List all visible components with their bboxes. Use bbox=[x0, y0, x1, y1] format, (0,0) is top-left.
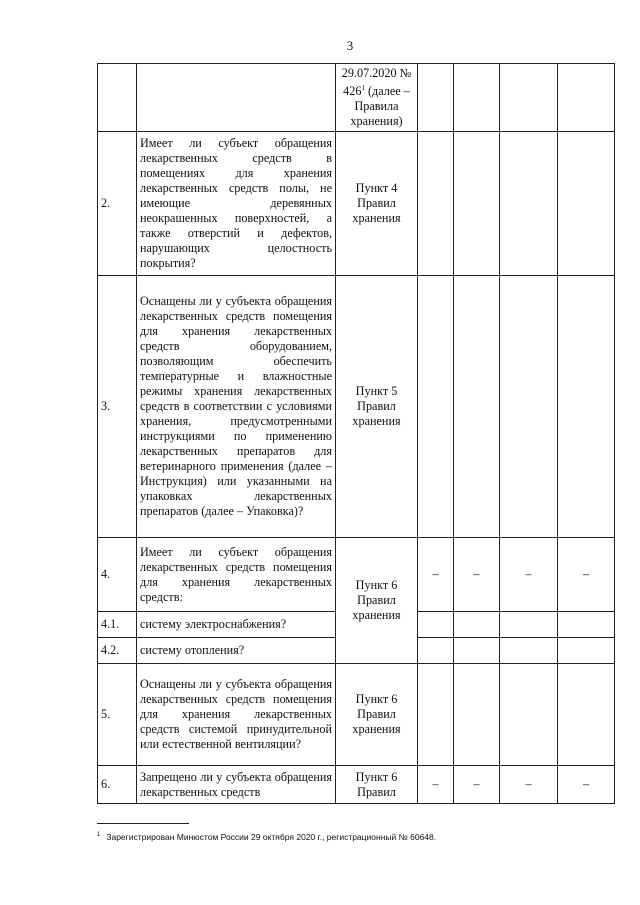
table-row bbox=[98, 538, 615, 612]
question-cell: Запрещено ли у субъекта обращения лекарственных средств bbox=[137, 766, 336, 804]
row-number-cell: 4. bbox=[98, 538, 137, 612]
answer-cell bbox=[454, 132, 500, 276]
table-row bbox=[98, 132, 615, 276]
answer-cell bbox=[454, 664, 500, 766]
answer-cell bbox=[558, 132, 615, 276]
footnote-marker: 1 bbox=[97, 832, 101, 839]
answer-cell bbox=[500, 664, 558, 766]
footnote bbox=[97, 832, 436, 842]
reference-cell: Пункт 6 Правил хранения bbox=[336, 664, 418, 766]
answer-cell bbox=[418, 64, 454, 132]
answer-cell bbox=[500, 64, 558, 132]
reference-cell: Пункт 4 Правил хранения bbox=[336, 132, 418, 276]
reference-cell: Пункт 6 Правил хранения bbox=[336, 538, 418, 664]
question-cell: Имеет ли субъект обращения лекарственных средств в помещениях для хранения лекарственных средств полы, не имеющие деревянных неокрашенных поверхностей, а также отверстий и дефектов, нарушающих целостность покрытия? bbox=[137, 132, 336, 276]
table-row bbox=[98, 276, 615, 538]
answer-cell bbox=[418, 638, 454, 664]
footnote-marker: 1 bbox=[361, 84, 365, 92]
answer-cell bbox=[500, 638, 558, 664]
answer-cell: – bbox=[500, 766, 558, 804]
table-row bbox=[98, 766, 615, 804]
answer-cell bbox=[418, 664, 454, 766]
answer-cell: – bbox=[454, 538, 500, 612]
answer-cell: – bbox=[500, 538, 558, 612]
answer-cell bbox=[418, 276, 454, 538]
answer-cell bbox=[500, 132, 558, 276]
row-number-cell: 3. bbox=[98, 276, 137, 538]
question-cell: Имеет ли субъект обращения лекарственных средств помещения для хранения лекарственных средств: bbox=[137, 538, 336, 612]
question-cell: систему отопления? bbox=[137, 638, 336, 664]
answer-cell bbox=[454, 638, 500, 664]
answer-cell bbox=[558, 638, 615, 664]
answer-cell: – bbox=[558, 538, 615, 612]
answer-cell bbox=[454, 612, 500, 638]
answer-cell bbox=[418, 132, 454, 276]
table-row bbox=[98, 664, 615, 766]
table-row bbox=[98, 64, 615, 132]
reference-cell bbox=[336, 64, 418, 132]
answer-cell bbox=[558, 664, 615, 766]
question-cell: Оснащены ли у субъекта обращения лекарственных средств помещения для хранения лекарственных средств системой принудительной или естественной вентиляции? bbox=[137, 664, 336, 766]
question-cell: систему электроснабжения? bbox=[137, 612, 336, 638]
reference-cell: Пункт 5 Правил хранения bbox=[336, 276, 418, 538]
answer-cell bbox=[558, 276, 615, 538]
row-number-cell bbox=[98, 64, 137, 132]
answer-cell bbox=[500, 612, 558, 638]
answer-cell bbox=[500, 276, 558, 538]
answer-cell bbox=[558, 612, 615, 638]
row-number-cell: 2. bbox=[98, 132, 137, 276]
row-number-cell: 4.1. bbox=[98, 612, 137, 638]
answer-cell bbox=[454, 64, 500, 132]
footnote-text: Зарегистрирован Минюстом России 29 октября 2020 г., регистрационный № 60648. bbox=[106, 832, 437, 842]
row-number-cell: 4.2. bbox=[98, 638, 137, 664]
answer-cell: – bbox=[418, 766, 454, 804]
reference-cell: Пункт 6 Правил bbox=[336, 766, 418, 804]
reference-text: 29.07.2020 № 426 bbox=[341, 66, 412, 99]
answer-cell: – bbox=[454, 766, 500, 804]
question-cell: Оснащены ли у субъекта обращения лекарственных средств помещения для хранения лекарственных средств оборудованием, позволяющим обеспечить температурные и влажностные режимы хранения лекарственных средств в соответствии с условиями хранения, предусмотренными инструкциями по применению лекарственных препаратов для ветеринарного применения (далее – Инструкция) или указанными на упаковках лекарственных препаратов (далее – Упаковка)? bbox=[137, 276, 336, 538]
answer-cell: – bbox=[418, 538, 454, 612]
footnote-divider bbox=[97, 823, 189, 824]
answer-cell bbox=[418, 612, 454, 638]
row-number-cell: 6. bbox=[98, 766, 137, 804]
answer-cell bbox=[454, 276, 500, 538]
answer-cell: – bbox=[558, 766, 615, 804]
reference-suffix: (далее – Правила хранения) bbox=[350, 84, 410, 129]
answer-cell bbox=[558, 64, 615, 132]
question-cell bbox=[137, 64, 336, 132]
row-number-cell: 5. bbox=[98, 664, 137, 766]
page-number: 3 bbox=[346, 38, 354, 53]
checklist-table bbox=[97, 63, 615, 804]
